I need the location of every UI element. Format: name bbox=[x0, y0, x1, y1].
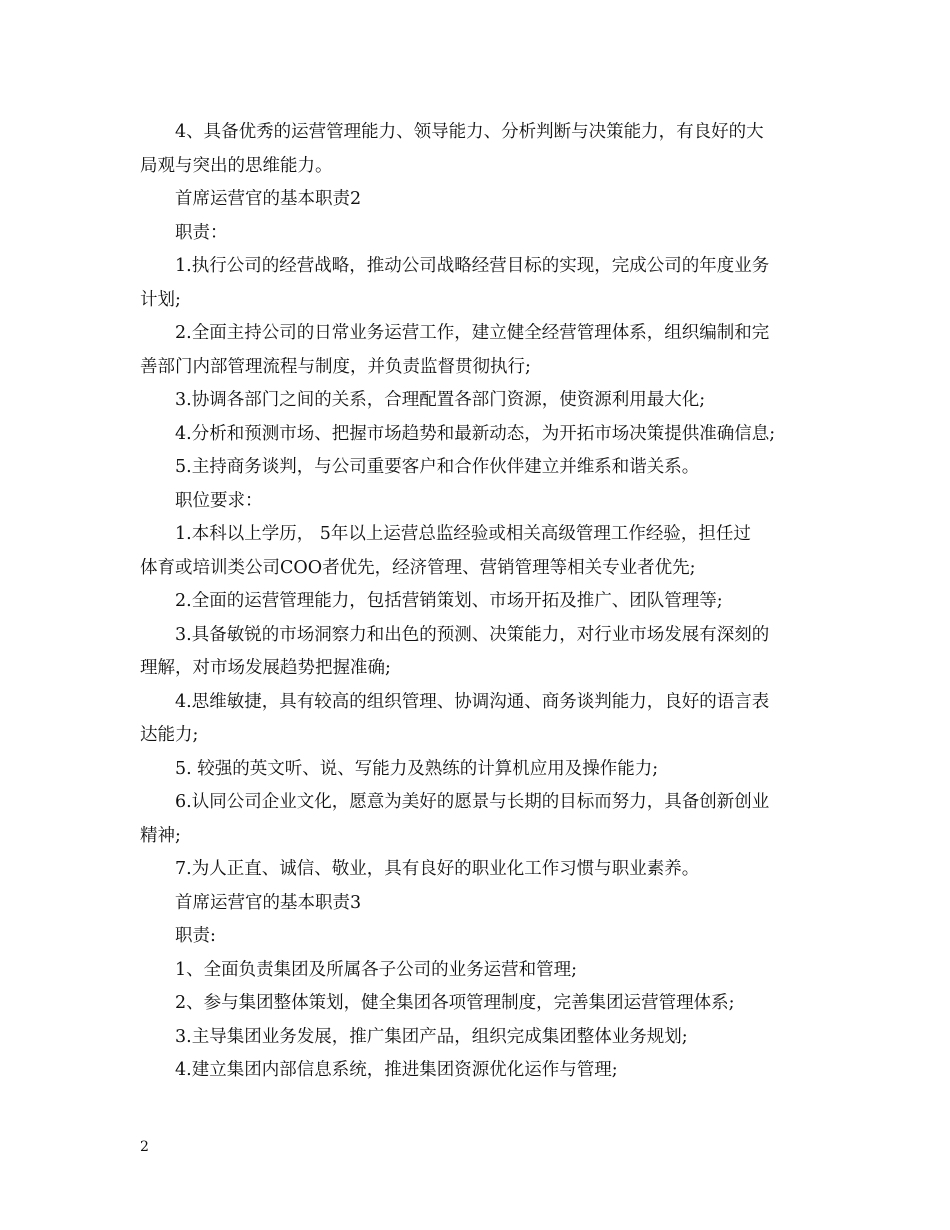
text-line: 4.建立集团内部信息系统，推进集团资源优化运作与管理; bbox=[175, 1060, 618, 1080]
text-line: 1、全面负责集团及所属各子公司的业务运营和管理; bbox=[175, 959, 578, 980]
text-line: 体育或培训类公司COO者优先，经济管理、营销管理等相关专业者优先; bbox=[140, 557, 696, 578]
text-line: 精神; bbox=[140, 825, 181, 846]
text-line: 职责： bbox=[175, 222, 228, 243]
text-line: 4.分析和预测市场、把握市场趋势和最新动态，为开拓市场决策提供准确信息; bbox=[175, 423, 776, 444]
text-line: 5. 较强的英文听、说、写能力及熟练的计算机应用及操作能力; bbox=[175, 758, 659, 779]
text-line: 善部门内部管理流程与制度，并负责监督贯彻执行; bbox=[140, 356, 531, 377]
text-line: 3.主导集团业务发展，推广集团产品，组织完成集团整体业务规划; bbox=[175, 1026, 688, 1047]
text-line: 理解，对市场发展趋势把握准确; bbox=[140, 658, 391, 678]
text-line: 职责: bbox=[175, 926, 216, 946]
text-line: 1.本科以上学历， 5年以上运营总监经验或相关高级管理工作经验，担任过 bbox=[175, 524, 751, 544]
text-line: 2.全面的运营管理能力，包括营销策划、市场开拓及推广、团队管理等; bbox=[175, 591, 723, 611]
text-line: 3.协调各部门之间的关系，合理配置各部门资源，使资源利用最大化; bbox=[175, 390, 706, 410]
text-line: 首席运营官的基本职责2 bbox=[175, 189, 362, 209]
text-line: 6.认同公司企业文化，愿意为美好的愿景与长期的目标而努力，具备创新创业 bbox=[175, 792, 770, 812]
text-line: 2、参与集团整体策划，健全集团各项管理制度，完善集团运营管理体系; bbox=[175, 993, 735, 1013]
text-line: 达能力; bbox=[140, 725, 199, 745]
document-body bbox=[140, 116, 820, 1088]
text-line: 4.思维敏捷，具有较高的组织管理、协调沟通、商务谈判能力，良好的语言表 bbox=[175, 691, 770, 712]
text-line: 职位要求： bbox=[175, 490, 263, 511]
text-line: 1.执行公司的经营战略，推动公司战略经营目标的实现，完成公司的年度业务 bbox=[175, 256, 770, 276]
text-line: 计划; bbox=[140, 289, 181, 310]
text-line: 首席运营官的基本职责3 bbox=[175, 892, 362, 913]
text-line: 3.具备敏锐的市场洞察力和出色的预测、决策能力，对行业市场发展有深刻的 bbox=[175, 624, 770, 645]
text-line: 局观与突出的思维能力。 bbox=[140, 155, 333, 176]
text-line: 7.为人正直、诚信、敬业，具有良好的职业化工作习惯与职业素养。 bbox=[175, 859, 700, 879]
text-line: 2.全面主持公司的日常业务运营工作，建立健全经营管理体系，组织编制和完 bbox=[175, 323, 770, 343]
text-line: 4、具备优秀的运营管理能力、领导能力、分析判断与决策能力，有良好的大 bbox=[175, 122, 764, 142]
page-number: 2 bbox=[140, 1139, 149, 1155]
text-line: 5.主持商务谈判，与公司重要客户和合作伙伴建立并维系和谐关系。 bbox=[175, 457, 700, 477]
